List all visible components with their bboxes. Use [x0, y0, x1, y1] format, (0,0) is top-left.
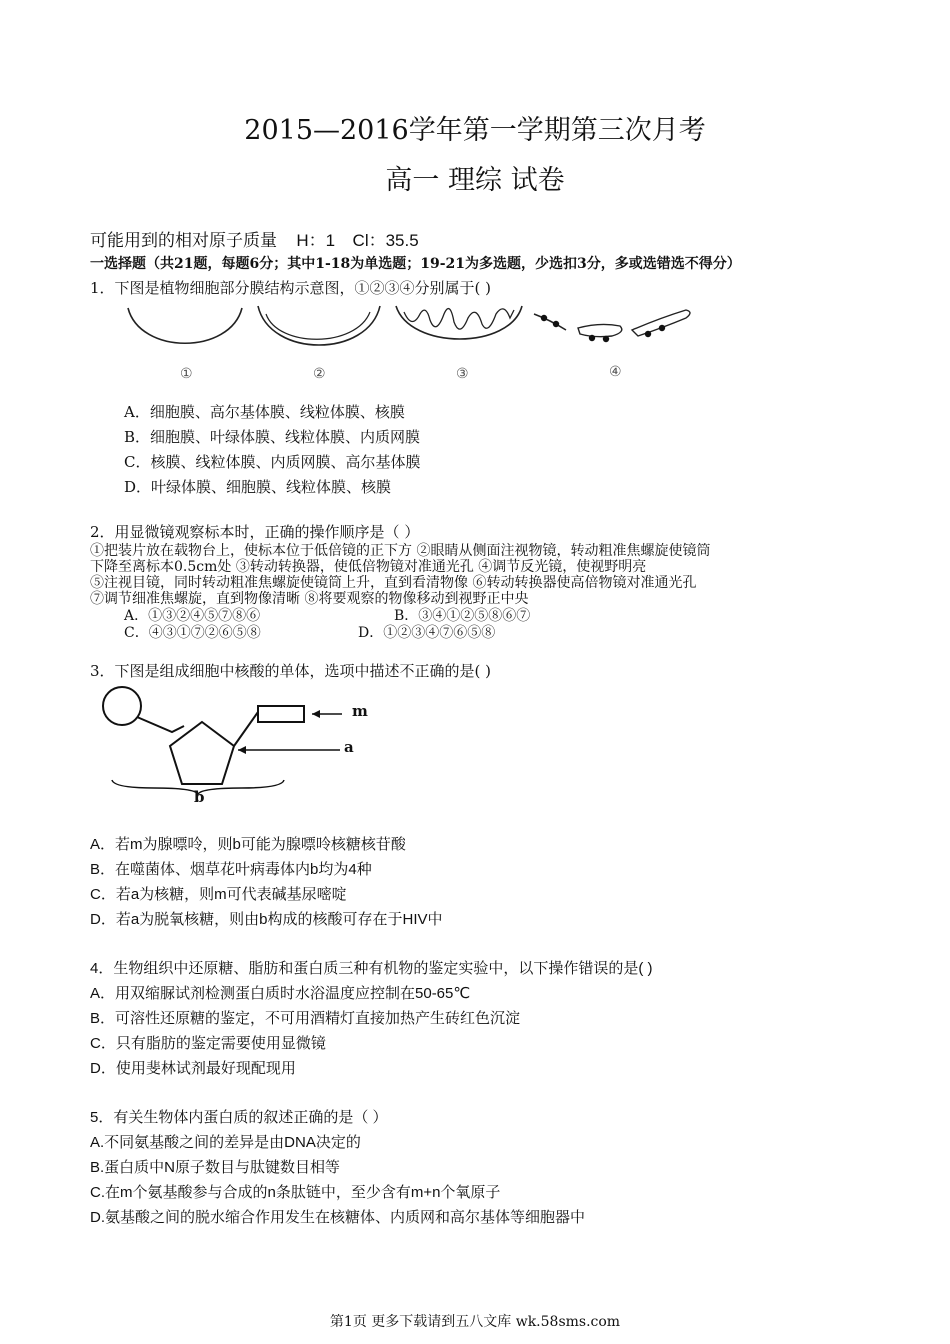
sugar-pentagon: [170, 722, 234, 784]
q2-line-1: ①把装片放在载物台上，使标本位于低倍镜的正下方 ②眼睛从侧面注视物镜，转动粗准焦螺旋使镜筒: [90, 543, 711, 559]
ribosome: [541, 315, 547, 321]
q2-option-b: B．③④①②⑤⑧⑥⑦: [394, 608, 531, 624]
q4-option-b: B．可溶性还原糖的鉴定，不可用酒精灯直接加热产生砖红色沉淀: [90, 1010, 521, 1027]
q5-option-b: B.蛋白质中N原子数目与肽键数目相等: [90, 1159, 341, 1176]
ribosome: [603, 336, 609, 342]
ribosome: [645, 331, 651, 337]
q3-option-b: B．在噬菌体、烟草花叶病毒体内b均为4种: [90, 861, 372, 878]
membrane-4-seg1: [534, 314, 566, 330]
base-bond: [234, 712, 258, 746]
q3-option-d: D．若a为脱氧核糖，则由b构成的核酸可存在于HIV中: [90, 911, 443, 928]
membrane-1: [128, 308, 242, 343]
q3-stem: 3．下图是组成细胞中核酸的单体，选项中描述不正确的是( ): [90, 662, 492, 680]
membrane-4-seg3: [632, 310, 690, 336]
exam-subtitle: 高一 理综 试卷: [385, 165, 565, 196]
q4-stem: 4．生物组织中还原糖、脂肪和蛋白质三种有机物的鉴定实验中，以下操作错误的是( ): [90, 960, 653, 977]
phosphate-circle: [103, 687, 141, 725]
page-footer: 第1页 更多下载请到五八文库 wk.58sms.com: [329, 1314, 621, 1330]
q2-option-d: D．①②③④⑦⑥⑤⑧: [358, 625, 496, 641]
q5-stem: 5．有关生物体内蛋白质的叙述正确的是（ ）: [90, 1109, 388, 1126]
exam-title: 2015—2016学年第一学期第三次月考: [244, 115, 706, 146]
q3-option-a: A．若m为腺嘌呤，则b可能为腺嘌呤核糖核苷酸: [90, 836, 406, 853]
q5-option-a: A.不同氨基酸之间的差异是由DNA决定的: [90, 1134, 361, 1151]
ribosome: [589, 335, 595, 341]
q2-option-a: A．①③②④⑤⑦⑧⑥: [124, 608, 261, 624]
q1-option-d: D．叶绿体膜、细胞膜、线粒体膜、核膜: [124, 478, 392, 496]
q1-option-a: A．细胞膜、高尔基体膜、线粒体膜、核膜: [124, 403, 405, 421]
q1-fig-label-2: ②: [313, 366, 326, 382]
q4-option-c: C．只有脂肪的鉴定需要使用显微镜: [90, 1035, 326, 1052]
q1-option-c: C．核膜、线粒体膜、内质网膜、高尔基体膜: [124, 453, 421, 471]
atomic-mass-label: 可能用到的相对原子质量: [90, 231, 277, 251]
membrane-3-cristae: [404, 309, 514, 330]
q3-option-c: C．若a为核糖，则m可代表碱基尿嘧啶: [90, 886, 347, 903]
atomic-mass-line: [90, 226, 419, 251]
q2-line-3: ⑤注视目镜，同时转动粗准焦螺旋使镜筒上升，直到看清物像 ⑥转动转换器使高倍物镜对准通光孔: [90, 575, 697, 591]
membrane-3-outer: [396, 306, 522, 339]
base-rectangle: [258, 706, 304, 722]
q4-option-a: A．用双缩脲试剂检测蛋白质时水浴温度应控制在50-65℃: [90, 985, 471, 1002]
q5-option-d: D.氨基酸之间的脱水缩合作用发生在核糖体、内质网和高尔基体等细胞器中: [90, 1209, 586, 1226]
q2-line-4: ⑦调节细准焦螺旋，直到物像清晰 ⑧将要观察的物像移动到视野正中央: [90, 591, 529, 607]
q1-option-b: B．细胞膜、叶绿体膜、线粒体膜、内质网膜: [124, 428, 421, 446]
q1-stem: 1．下图是植物细胞部分膜结构示意图，①②③④分别属于( ): [90, 279, 492, 297]
q1-fig-label-1: ①: [180, 366, 193, 382]
arrow-m-head: [312, 710, 320, 718]
q1-fig-label-3: ③: [456, 366, 469, 382]
q1-fig-label-4: ④: [609, 364, 622, 380]
membrane-4-seg2: [578, 324, 622, 336]
q2-line-2: 下降至离标本0.5cm处 ③转动转换器，使低倍物镜对准通光孔 ④调节反光镜，使视野明亮: [90, 559, 647, 575]
section-heading: 一选择题（共21题，每题6分；其中1-18为单选题；19-21为多选题，少选扣3分，多或选错选不得分）: [90, 256, 741, 272]
atomic-mass-cl: Cl：35.5: [352, 231, 419, 250]
q4-option-d: D．使用斐林试剂最好现配现用: [90, 1060, 296, 1077]
q5-option-c: C.在m个氨基酸参与合成的n条肽链中，至少含有m+n个氧原子: [90, 1184, 501, 1201]
q3-fig-label-m: m: [352, 702, 368, 720]
atomic-mass-h: H：1: [296, 231, 336, 250]
ribosome: [659, 325, 665, 331]
q3-fig-label-b: b: [194, 788, 205, 806]
q2-option-c: C．④③①⑦②⑥⑤⑧: [124, 625, 261, 641]
arrow-a-head: [238, 746, 246, 754]
q3-fig-label-a: a: [344, 738, 354, 756]
phosphate-bond: [137, 717, 184, 732]
ribosome: [553, 321, 559, 327]
q2-stem: 2．用显微镜观察标本时，正确的操作顺序是（ ）: [90, 523, 420, 541]
